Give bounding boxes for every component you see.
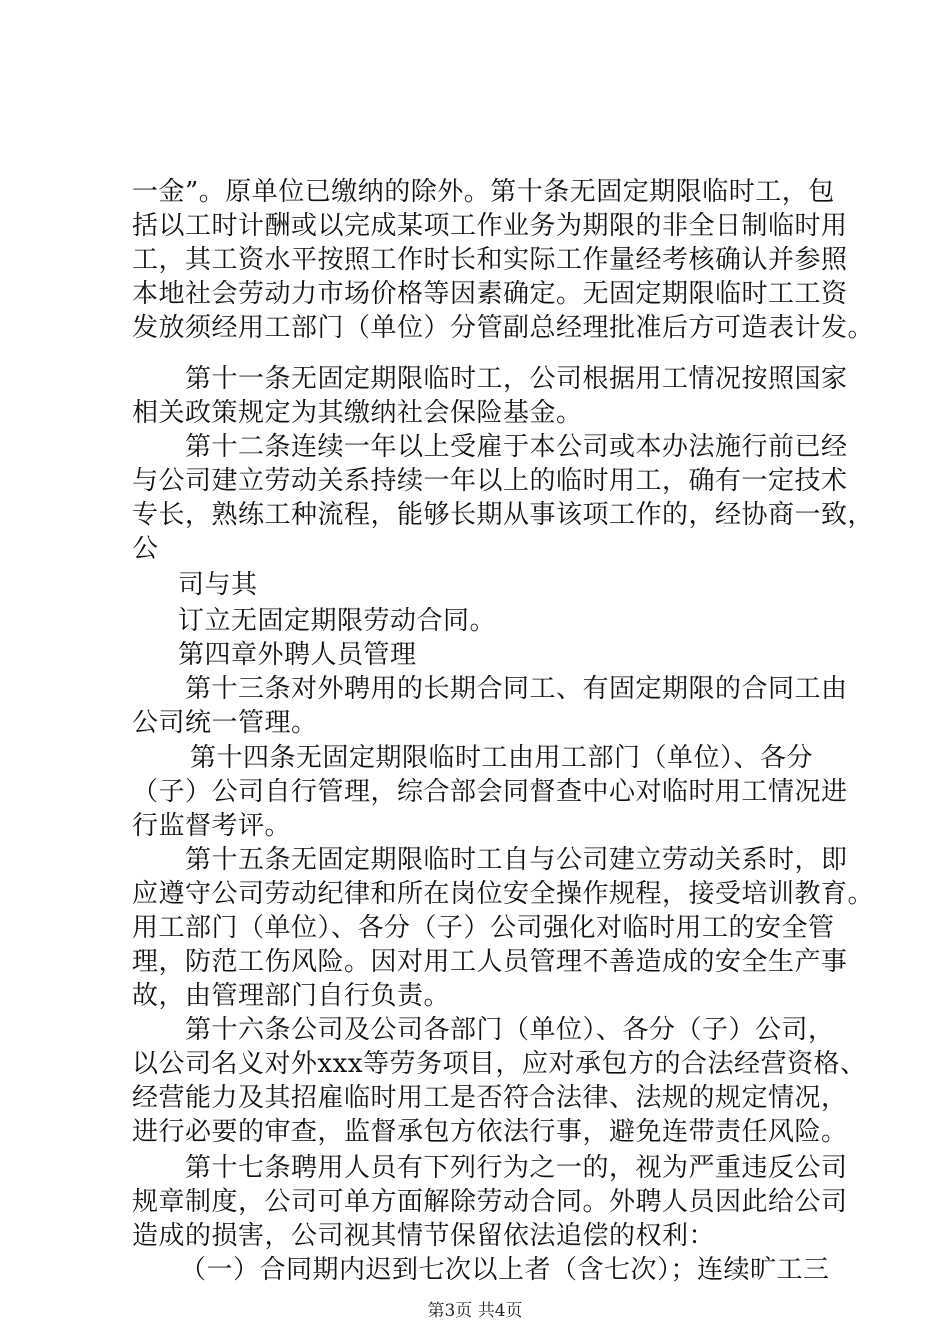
- chapter-heading: 第四章外聘人员管理: [178, 640, 417, 670]
- paragraph-line: 故，由管理部门自行负责。: [132, 981, 451, 1011]
- page-footer: 第3页 共4页: [427, 1301, 523, 1321]
- paragraph-line: 司与其: [178, 570, 258, 600]
- paragraph-line: 行监督考评。: [132, 811, 292, 841]
- paragraph-line: 第十二条连续一年以上受雇于本公司或本办法施行前已经: [185, 432, 848, 462]
- paragraph-line: 专长，熟练工种流程，能够长期从事该项工作的，经协商一致，: [132, 500, 875, 530]
- paragraph-line: 订立无固定期限劳动合同。: [178, 606, 497, 636]
- paragraph-line: 应遵守公司劳动纪律和所在岗位安全操作规程，接受培训教育。: [132, 879, 875, 909]
- paragraph-line: 第十四条无固定期限临时工由用工部门（单位）、各分: [190, 743, 814, 773]
- paragraph-line: 规章制度，公司可单方面解除劳动合同。外聘人员因此给公司: [132, 1187, 848, 1217]
- paragraph-line: 公: [132, 534, 159, 564]
- paragraph-line: 发放须经用工部门（单位）分管副总经理批准后方可造表计发。: [132, 313, 875, 343]
- paragraph-line: 公司统一管理。: [132, 708, 318, 738]
- paragraph-line: 以公司名义对外xxx等劳务项目，应对承包方的合法经营资格、: [132, 1049, 867, 1079]
- paragraph-line: 相关政策规定为其缴纳社会保险基金。: [132, 398, 583, 428]
- paragraph-line: （子）公司自行管理，综合部会同督查中心对临时用工情况进: [132, 777, 848, 807]
- paragraph-line: 括以工时计酬或以完成某项工作业务为期限的非全日制临时用: [132, 211, 848, 241]
- paragraph-line: 一金”。原单位已缴纳的除外。第十条无固定期限临时工，包: [132, 177, 835, 207]
- paragraph-line: 第十六条公司及公司各部门（单位）、各分（子）公司，: [185, 1015, 835, 1045]
- paragraph-line: 第十七条聘用人员有下列行为之一的，视为严重违反公司: [185, 1153, 848, 1183]
- paragraph-line: 工，其工资水平按照工作时长和实际工作量经考核确认并参照: [132, 245, 848, 275]
- paragraph-line: 经营能力及其招雇临时用工是否符合法律、法规的规定情况，: [132, 1083, 848, 1113]
- paragraph-line: 第十一条无固定期限临时工，公司根据用工情况按照国家: [185, 364, 848, 394]
- paragraph-line: 进行必要的审查，监督承包方依法行事，避免连带责任风险。: [132, 1117, 848, 1147]
- paragraph-line: 第十三条对外聘用的长期合同工、有固定期限的合同工由: [185, 674, 848, 704]
- paragraph-line: 本地社会劳动力市场价格等因素确定。无固定期限临时工工资: [132, 279, 848, 309]
- paragraph-line: 第十五条无固定期限临时工自与公司建立劳动关系时，即: [185, 845, 848, 875]
- paragraph-line: 用工部门（单位）、各分（子）公司强化对临时用工的安全管: [132, 913, 835, 943]
- paragraph-line: 造成的损害，公司视其情节保留依法追偿的权利：: [132, 1221, 716, 1251]
- paragraph-line: 与公司建立劳动关系持续一年以上的临时用工，确有一定技术: [132, 466, 848, 496]
- paragraph-line: 理，防范工伤风险。因对用工人员管理不善造成的安全生产事: [132, 947, 848, 977]
- paragraph-line: （一）合同期内迟到七次以上者（含七次）；连续旷工三: [180, 1255, 830, 1285]
